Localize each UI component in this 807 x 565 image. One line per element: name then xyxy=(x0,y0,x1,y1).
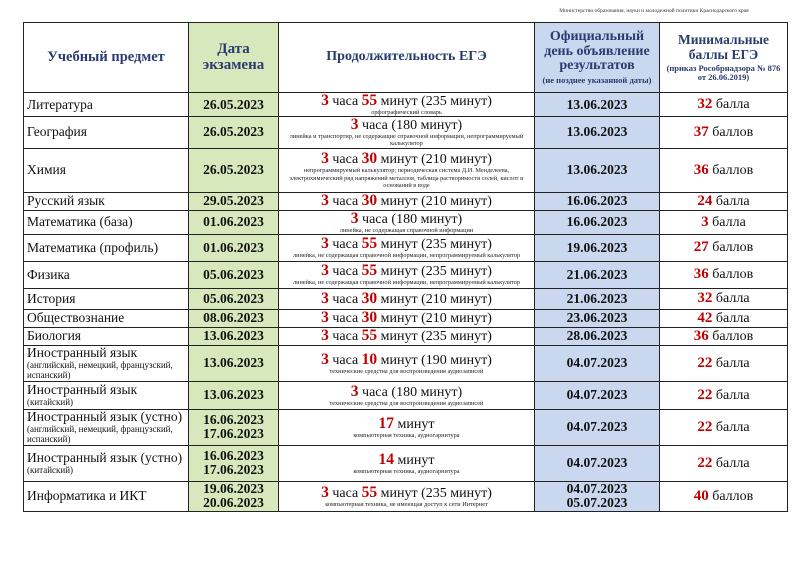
min-score-cell xyxy=(660,192,788,210)
subject-name: География xyxy=(27,124,87,140)
exam-date: 16.06.2023 xyxy=(203,448,264,464)
min-score-value: 42 xyxy=(697,309,713,326)
results-date: 16.06.2023 xyxy=(566,193,628,209)
table-row xyxy=(24,409,788,445)
subject-name: Химия xyxy=(27,162,66,178)
subject-name: Иностранный язык (устно) xyxy=(27,409,183,425)
min-score-unit: балла xyxy=(715,419,750,435)
subject-cell xyxy=(24,148,189,192)
exam-date-cell xyxy=(189,381,279,409)
subject-cell xyxy=(24,192,189,210)
duration-hours: 3 xyxy=(321,289,329,307)
exam-date-cell xyxy=(189,261,279,288)
results-date-cell xyxy=(535,93,660,117)
subject-sub: (английский, немецкий, французский, испанский) xyxy=(27,423,173,444)
duration-hours-unit: часа xyxy=(332,152,359,168)
min-score-unit: балла xyxy=(715,310,750,326)
duration-main xyxy=(282,263,531,279)
results-date: 04.07.2023 xyxy=(566,481,628,497)
min-score-cell xyxy=(660,148,788,192)
exam-date-cell xyxy=(189,445,279,481)
min-score-value: 27 xyxy=(693,239,709,256)
duration-cell xyxy=(279,261,535,288)
duration-total: (190 минут) xyxy=(421,352,492,368)
duration-cell xyxy=(279,234,535,261)
min-score-cell xyxy=(660,309,788,327)
duration-total: (210 минут) xyxy=(421,194,492,210)
results-date: 28.06.2023 xyxy=(566,328,628,344)
table-row xyxy=(24,327,788,345)
results-date: 04.07.2023 xyxy=(566,355,628,371)
duration-main xyxy=(282,151,531,167)
duration-hours-unit: часа xyxy=(332,194,359,210)
duration-hours-unit: часа xyxy=(362,118,388,134)
duration-hours: 3 xyxy=(321,483,329,501)
table-row xyxy=(24,117,788,148)
min-score-unit: баллов xyxy=(712,328,754,344)
header-subject: Учебный предмет xyxy=(24,23,189,93)
duration-main xyxy=(282,193,531,209)
duration-hours: 3 xyxy=(350,382,359,400)
duration-hours-unit: часа xyxy=(362,211,388,227)
duration-total: (235 минут) xyxy=(421,264,492,280)
duration-minutes-unit: минут xyxy=(380,311,418,327)
exam-date: 26.05.2023 xyxy=(203,162,264,178)
exam-date: 26.05.2023 xyxy=(203,124,264,140)
duration-minutes: 30 xyxy=(361,289,378,307)
allowed-materials-note: орфографический словарь xyxy=(371,109,442,116)
duration-hours-unit: часа xyxy=(332,311,359,327)
exam-date-cell xyxy=(189,345,279,381)
duration-hours: 3 xyxy=(321,350,329,368)
table-header-row xyxy=(24,23,788,93)
results-date: 21.06.2023 xyxy=(566,290,628,306)
ministry-caption: Министерство образования, науки и молодежной политики Краснодарского края xyxy=(559,8,749,14)
exam-date-cell xyxy=(189,309,279,327)
duration-minutes-unit: минут xyxy=(380,237,418,253)
duration-minutes: 55 xyxy=(361,327,378,345)
exam-date-cell xyxy=(189,327,279,345)
duration-total: (210 минут) xyxy=(421,311,492,327)
allowed-materials-note: технические средства для воспроизведения аудиозаписей xyxy=(329,367,484,375)
table-row xyxy=(24,234,788,261)
duration-total: (180 минут) xyxy=(391,384,463,400)
duration-minutes-unit: минут xyxy=(397,416,435,432)
table-row xyxy=(24,288,788,309)
min-score-value: 32 xyxy=(697,290,713,307)
min-score-unit: балла xyxy=(712,214,746,230)
duration-cell xyxy=(279,327,535,345)
subject-cell xyxy=(24,93,189,117)
exam-date: 29.05.2023 xyxy=(203,193,264,209)
header-min-score xyxy=(660,23,788,93)
results-date: 19.06.2023 xyxy=(566,239,628,255)
duration-main xyxy=(282,416,531,432)
subject-name: Математика (профиль) xyxy=(27,239,159,255)
duration-minutes: 55 xyxy=(361,483,378,501)
allowed-materials-note: компьютерная техника, аудиогарнитура xyxy=(353,431,460,439)
exam-date: 08.06.2023 xyxy=(203,310,264,326)
exam-date-cell xyxy=(189,409,279,445)
min-score-cell xyxy=(660,445,788,481)
duration-total: (210 минут) xyxy=(421,291,492,307)
min-score-unit: балла xyxy=(715,355,750,371)
duration-minutes: 10 xyxy=(361,350,378,368)
min-score-value: 24 xyxy=(697,192,713,209)
duration-cell xyxy=(279,381,535,409)
duration-hours: 3 xyxy=(321,150,329,168)
exam-date: 19.06.2023 xyxy=(203,481,264,497)
min-score-value: 22 xyxy=(697,454,713,471)
duration-minutes: 55 xyxy=(361,262,378,280)
duration-minutes-unit: минут xyxy=(380,329,418,345)
duration-total: (210 минут) xyxy=(421,152,492,168)
table-row xyxy=(24,148,788,192)
exam-date: 13.06.2023 xyxy=(203,355,264,371)
exam-date: 13.06.2023 xyxy=(203,387,264,403)
subject-name: Биология xyxy=(27,328,82,344)
subject-name: Математика (база) xyxy=(27,214,133,230)
results-date-cell xyxy=(535,210,660,234)
min-score-unit: балла xyxy=(715,291,750,307)
subject-cell xyxy=(24,234,189,261)
duration-minutes-unit: минут xyxy=(380,352,418,368)
duration-minutes: 14 xyxy=(378,450,395,468)
exam-date: 16.06.2023 xyxy=(203,412,264,428)
results-date-cell xyxy=(535,288,660,309)
min-score-cell xyxy=(660,327,788,345)
results-date: 04.07.2023 xyxy=(566,419,628,435)
results-date-cell xyxy=(535,117,660,148)
duration-cell xyxy=(279,148,535,192)
results-date-cell xyxy=(535,148,660,192)
duration-minutes: 30 xyxy=(361,150,378,168)
subject-cell xyxy=(24,445,189,481)
subject-sub: (китайский) xyxy=(27,396,74,407)
results-date: 13.06.2023 xyxy=(566,96,628,112)
duration-hours: 3 xyxy=(321,262,329,280)
duration-main xyxy=(282,452,531,468)
header-min-note: (приказ Рособрнадзора № 876 от 26.06.2019) xyxy=(666,62,781,82)
min-score-cell xyxy=(660,381,788,409)
duration-cell xyxy=(279,288,535,309)
duration-hours: 3 xyxy=(321,92,329,109)
duration-minutes: 55 xyxy=(361,92,378,109)
min-score-unit: балла xyxy=(715,387,750,403)
header-results-label: Официальный день объявление результатов xyxy=(544,29,650,74)
subject-cell xyxy=(24,345,189,381)
duration-main xyxy=(282,291,531,307)
duration-hours-unit: часа xyxy=(332,94,359,109)
duration-hours-unit: часа xyxy=(332,329,359,345)
duration-minutes-unit: минут xyxy=(397,452,435,468)
results-date-cell xyxy=(535,445,660,481)
min-score-unit: баллов xyxy=(712,267,754,283)
duration-hours: 3 xyxy=(350,210,359,227)
subject-cell xyxy=(24,288,189,309)
min-score-cell xyxy=(660,93,788,117)
min-score-cell xyxy=(660,288,788,309)
subject-name: Физика xyxy=(27,266,70,282)
min-score-value: 37 xyxy=(693,123,709,140)
min-score-cell xyxy=(660,409,788,445)
exam-date: 17.06.2023 xyxy=(203,462,264,478)
duration-hours-unit: часа xyxy=(332,264,359,280)
subject-cell xyxy=(24,327,189,345)
table-row xyxy=(24,192,788,210)
duration-main xyxy=(282,117,531,133)
subject-cell xyxy=(24,409,189,445)
results-date: 13.06.2023 xyxy=(566,162,628,178)
results-date-cell xyxy=(535,409,660,445)
min-score-unit: баллов xyxy=(712,240,754,256)
duration-hours: 3 xyxy=(350,116,359,134)
min-score-value: 40 xyxy=(693,487,709,504)
table-row xyxy=(24,445,788,481)
duration-minutes-unit: минут xyxy=(380,194,418,210)
duration-main xyxy=(282,236,531,252)
duration-hours-unit: часа xyxy=(332,485,359,501)
duration-hours-unit: часа xyxy=(362,384,388,400)
duration-main xyxy=(282,93,531,109)
subject-cell xyxy=(24,481,189,511)
allowed-materials-note: линейка, не содержащая справочной информации, непрограммируемый калькулятор xyxy=(293,252,520,260)
exam-date: 01.06.2023 xyxy=(203,239,264,255)
duration-main xyxy=(282,211,531,227)
min-score-unit: балла xyxy=(715,193,750,209)
exam-date-cell xyxy=(189,210,279,234)
table-row xyxy=(24,261,788,288)
min-score-cell xyxy=(660,234,788,261)
table-row xyxy=(24,381,788,409)
exam-date: 13.06.2023 xyxy=(203,328,264,344)
table-row xyxy=(24,481,788,511)
exam-date: 05.06.2023 xyxy=(203,266,264,282)
duration-hours-unit: часа xyxy=(332,237,359,253)
exam-date: 05.06.2023 xyxy=(203,290,264,306)
ege-schedule-table xyxy=(23,22,788,512)
exam-date-cell xyxy=(189,93,279,117)
duration-minutes-unit: минут xyxy=(380,485,418,501)
min-score-value: 36 xyxy=(693,266,709,283)
duration-cell xyxy=(279,445,535,481)
allowed-materials-note: линейка, не содержащая справочной информации, непрограммируемый калькулятор xyxy=(293,279,520,287)
duration-total: (235 минут) xyxy=(421,329,492,345)
duration-cell xyxy=(279,345,535,381)
min-score-value: 22 xyxy=(697,386,713,403)
duration-minutes-unit: минут xyxy=(380,291,418,307)
results-date: 04.07.2023 xyxy=(566,455,628,471)
header-date: Дата экзамена xyxy=(189,23,279,93)
subject-name: Иностранный язык (устно) xyxy=(27,450,183,466)
duration-cell xyxy=(279,210,535,234)
duration-hours: 3 xyxy=(321,192,329,210)
exam-date: 01.06.2023 xyxy=(203,214,264,230)
min-score-unit: баллов xyxy=(712,124,754,140)
duration-minutes: 55 xyxy=(361,235,378,253)
results-date: 21.06.2023 xyxy=(566,266,628,282)
duration-main xyxy=(282,310,531,326)
min-score-unit: баллов xyxy=(712,162,754,178)
exam-date-cell xyxy=(189,192,279,210)
allowed-materials-note: компьютерная техника, аудиогарнитура xyxy=(353,467,460,475)
duration-hours: 3 xyxy=(321,309,329,327)
subject-name: Информатика и ИКТ xyxy=(27,488,147,504)
header-results xyxy=(535,23,660,93)
duration-minutes: 30 xyxy=(361,309,378,327)
results-date-cell xyxy=(535,481,660,511)
subject-name: Русский язык xyxy=(27,193,105,209)
allowed-materials-note: технические средства для воспроизведения аудиозаписей xyxy=(329,399,484,407)
results-date: 16.06.2023 xyxy=(566,214,628,230)
duration-cell xyxy=(279,192,535,210)
min-score-value: 32 xyxy=(697,96,713,113)
results-date: 13.06.2023 xyxy=(566,124,628,140)
duration-minutes-unit: минут xyxy=(380,264,418,280)
results-date-cell xyxy=(535,327,660,345)
min-score-value: 36 xyxy=(693,161,709,178)
exam-date: 17.06.2023 xyxy=(203,426,264,442)
subject-sub: (китайский) xyxy=(27,464,74,475)
duration-cell xyxy=(279,117,535,148)
exam-date-cell xyxy=(189,481,279,511)
header-min-label: Минимальные баллы ЕГЭ xyxy=(677,32,770,62)
header-duration: Продолжительность ЕГЭ xyxy=(279,23,535,93)
duration-total: (235 минут) xyxy=(421,485,492,501)
duration-cell xyxy=(279,409,535,445)
subject-cell xyxy=(24,381,189,409)
exam-date-cell xyxy=(189,148,279,192)
results-date-cell xyxy=(535,381,660,409)
duration-total: (235 минут) xyxy=(421,94,492,109)
exam-date: 26.05.2023 xyxy=(203,96,264,112)
min-score-cell xyxy=(660,117,788,148)
duration-minutes-unit: минут xyxy=(380,152,418,168)
duration-main xyxy=(282,352,531,368)
subject-cell xyxy=(24,210,189,234)
duration-minutes: 30 xyxy=(361,192,378,210)
min-score-cell xyxy=(660,345,788,381)
exam-date-cell xyxy=(189,288,279,309)
duration-total: (235 минут) xyxy=(421,237,492,253)
duration-main xyxy=(282,328,531,344)
duration-main xyxy=(282,485,531,501)
subject-cell xyxy=(24,309,189,327)
subject-name: Литература xyxy=(27,96,93,112)
duration-total: (180 минут) xyxy=(391,118,463,134)
min-score-unit: балла xyxy=(715,455,750,471)
min-score-value: 36 xyxy=(693,327,709,344)
duration-hours: 3 xyxy=(321,235,329,253)
duration-total: (180 минут) xyxy=(391,211,463,227)
table-row xyxy=(24,309,788,327)
min-score-cell xyxy=(660,261,788,288)
duration-hours: 3 xyxy=(321,327,329,345)
results-date-cell xyxy=(535,234,660,261)
min-score-unit: балла xyxy=(715,97,750,113)
subject-name: Обществознание xyxy=(27,310,125,326)
duration-hours-unit: часа xyxy=(332,291,359,307)
min-score-value: 22 xyxy=(697,354,713,371)
duration-main xyxy=(282,384,531,400)
allowed-materials-note: непрограммируемый калькулятор; периодическая система Д.И. Менделеева, электрохимический ряд напряжений металлов, таблица растворимости солей, кислот и оснований в воде xyxy=(289,167,524,189)
allowed-materials-note: линейка, не содержащая справочной информации xyxy=(339,226,474,234)
table-row xyxy=(24,210,788,234)
results-date-cell xyxy=(535,345,660,381)
min-score-cell xyxy=(660,210,788,234)
results-date-cell xyxy=(535,309,660,327)
results-date-cell xyxy=(535,261,660,288)
exam-date: 20.06.2023 xyxy=(203,495,264,511)
results-date: 05.07.2023 xyxy=(566,495,628,511)
subject-name: Иностранный язык xyxy=(27,345,138,361)
min-score-value: 22 xyxy=(697,418,713,435)
exam-date-cell xyxy=(189,117,279,148)
duration-hours-unit: часа xyxy=(332,352,359,368)
allowed-materials-note: линейка и транспортир, не содержащие справочной информации, непрограммируемый калькулятор xyxy=(289,133,524,148)
allowed-materials-note: компьютерная техника, не имеющая доступ к сети Интернет xyxy=(325,500,488,508)
duration-cell xyxy=(279,309,535,327)
duration-minutes: 17 xyxy=(378,414,395,432)
subject-sub: (английский, немецкий, французский, испанский) xyxy=(27,359,173,380)
results-date: 04.07.2023 xyxy=(566,387,628,403)
duration-minutes-unit: минут xyxy=(380,94,418,109)
table-row xyxy=(24,93,788,117)
subject-name: История xyxy=(27,290,76,306)
table-row xyxy=(24,345,788,381)
header-results-note: (не позднее указанной даты) xyxy=(542,75,652,86)
results-date-cell xyxy=(535,192,660,210)
duration-cell xyxy=(279,93,535,117)
exam-date-cell xyxy=(189,234,279,261)
subject-cell xyxy=(24,261,189,288)
subject-name: Иностранный язык xyxy=(27,382,138,398)
min-score-cell xyxy=(660,481,788,511)
min-score-unit: баллов xyxy=(712,488,754,504)
subject-cell xyxy=(24,117,189,148)
duration-cell xyxy=(279,481,535,511)
results-date: 23.06.2023 xyxy=(566,310,628,326)
min-score-value: 3 xyxy=(701,213,709,230)
